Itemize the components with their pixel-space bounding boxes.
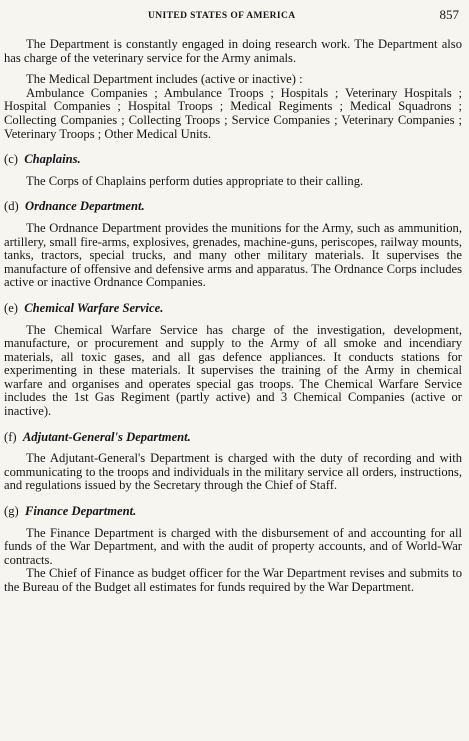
section-number: (c) (4, 152, 18, 167)
section-title: Adjutant-General's Department. (22, 429, 191, 444)
paragraph: The Finance Department is charged with the disbursement of and accounting for all funds of the War Department, and with the audit of property accounts, and of World-War contracts. (4, 525, 462, 567)
section-title: Finance Department. (24, 504, 137, 519)
section-number: (d) (4, 199, 19, 214)
paragraph: The Adjutant-General's Department is charged with the duty of recording and with communicating to the troops and individuals in the military service all orders, instructions, and regulations issued by the Secretary through the Chief of Staff. (4, 451, 462, 493)
paragraph: The Ordnance Department provides the munitions for the Army, such as ammunition, artillery, small fire-arms, explosives, grenades, machine-guns, periscopes, railway mounts, tanks, tractors, special trucks, and many other military materials. It supervises the manufacture of offensive and defensive arms and apparatus. The Ordnance Corps includes active or inactive Ordnance Companies. (4, 220, 462, 290)
paragraph: The Chemical Warfare Service has charge of the investigation, development, manufacture, or procurement and supply to the Army of all smoke and incendiary materials, all toxic gases, and all gas defence appliances. It conducts stations for experimenting in these materials. It supervises the training of the Army in chemical warfare and organises and operates special gas troops. The Chemical Warfare Service includes the 1st Gas Regiment (partly active) and 3 Chemical Companies (active or inactive). (4, 322, 462, 419)
section-heading-chaplains (4, 153, 462, 167)
section-heading-ordnance (4, 200, 462, 214)
paragraph: The Medical Department includes (active or inactive) : (26, 72, 303, 87)
section-title: Chemical Warfare Service. (24, 300, 164, 315)
paragraph: Ambulance Companies ; Ambulance Troops ; Hospitals ; Veterinary Hospitals ; Hospital Companies ; Hospital Troops ; Medical Regiments ; Medical Squadrons ; Collecting Companies ; Collecting Troops ; Service Companies ; Veterinary Companies ; Veterinary Troops ; Other Medical Units. (4, 85, 462, 141)
section-heading-finance (4, 505, 462, 519)
page-body (4, 38, 462, 595)
section-title: Ordnance Department. (24, 199, 145, 214)
section-number: (f) (4, 429, 17, 444)
page-header (8, 6, 459, 24)
running-title: UNITED STATES OF AMERICA (148, 11, 296, 21)
paragraph: The Department is constantly engaged in doing research work. The Department also has charge of the veterinary service for the Army animals. (4, 37, 462, 65)
section-heading-adjutant-general (4, 431, 462, 445)
section-title: Chaplains. (24, 152, 81, 167)
paragraph: The Chief of Finance as budget officer for the War Department revises and submits to the Bureau of the Budget all estimates for funds required by the War Department. (4, 566, 462, 594)
section-number: (g) (4, 504, 19, 519)
page-number: 857 (439, 7, 459, 22)
paragraph: The Corps of Chaplains perform duties appropriate to their calling. (26, 173, 364, 188)
section-number: (e) (4, 300, 18, 315)
section-heading-chemical-warfare (4, 302, 462, 316)
